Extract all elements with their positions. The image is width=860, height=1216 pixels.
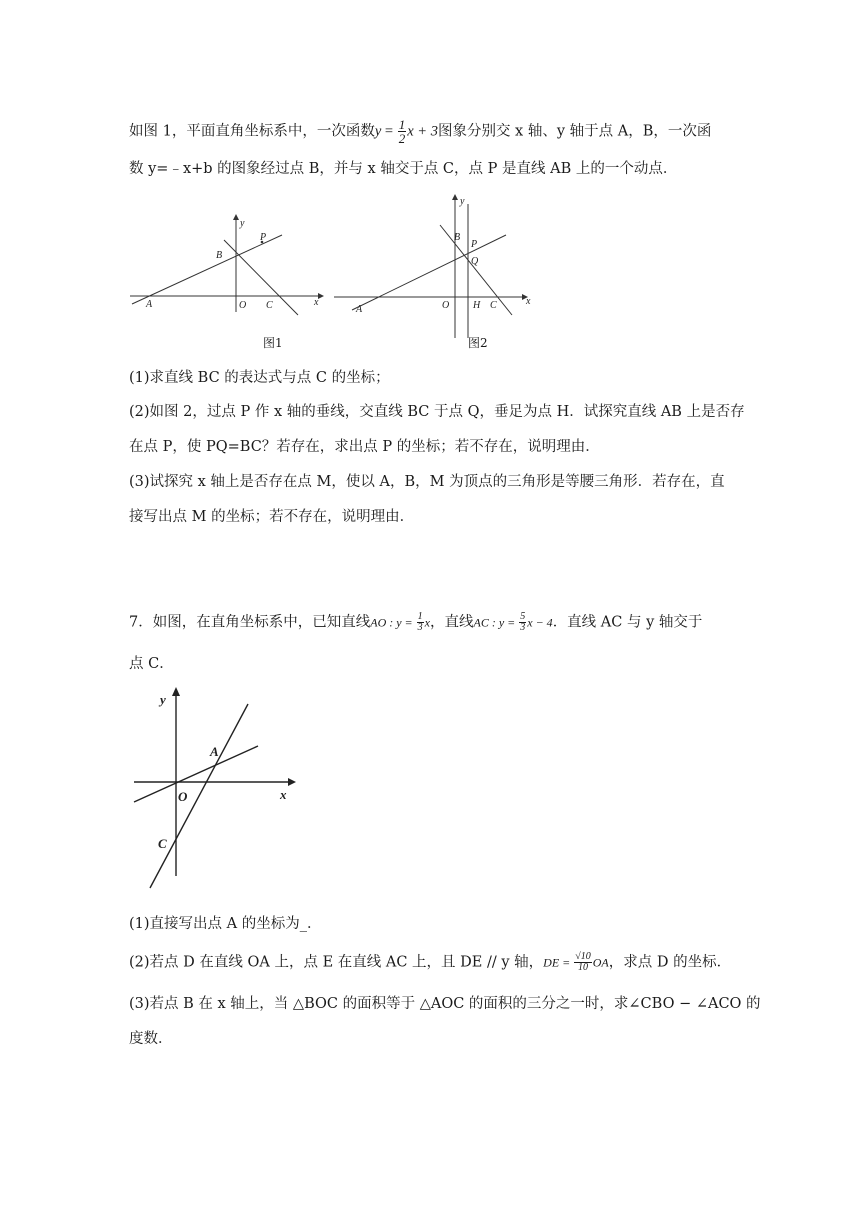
fig1-label-p: P xyxy=(260,232,267,243)
p7-intro-line1 xyxy=(129,612,702,633)
p7-question-1: (1)直接写出点 A 的坐标为_． xyxy=(129,916,322,932)
p7-intro-text-c: ．直线 AC 与 y 轴交于 xyxy=(552,614,703,631)
fig3-label-o: O xyxy=(178,789,188,804)
p7-ao-x: x xyxy=(424,615,430,630)
fig2-label-h: H xyxy=(473,300,481,311)
fig3-x-arrow xyxy=(288,778,296,786)
p7-de-num: √10 xyxy=(575,951,591,962)
p7-ao-fraction xyxy=(417,612,424,633)
p7-question-2-text-b: ，求点 D 的坐标． xyxy=(608,954,732,971)
p7-ao-label: AO : y = xyxy=(370,615,416,630)
fig2-caption: 图2 xyxy=(468,336,488,350)
p6-figure-1 xyxy=(126,212,326,322)
fig2-y-arrow xyxy=(452,194,458,200)
p6-eq-fraction xyxy=(398,118,407,145)
p7-intro-text-b: ，直线 xyxy=(429,614,474,631)
p7-de-fraction xyxy=(574,952,592,973)
p7-ac-label: AC : y = xyxy=(473,615,519,630)
fig1-label-a: A xyxy=(146,299,153,310)
p6-question-1: (1)求直线 BC 的表达式与点 C 的坐标； xyxy=(129,370,390,386)
fig1-caption: 图1 xyxy=(263,336,283,350)
fig2-line-ab xyxy=(352,235,506,310)
p7-ac-rest: x − 4 xyxy=(527,615,553,630)
p6-intro-line2: 数 y=﹣x+b 的图象经过点 B，并与 x 轴交于点 C，点 P 是直线 AB 上的一个动点． xyxy=(129,161,678,177)
fig2-label-a: A xyxy=(356,304,363,315)
fig1-label-c: C xyxy=(266,300,273,311)
p6-intro-line1 xyxy=(129,118,711,145)
fig1-label-o: O xyxy=(239,300,247,311)
p7-intro-text-a: 7．如图，在直角坐标系中，已知直线 xyxy=(129,614,371,631)
p6-eq-rest: x + 3 xyxy=(407,123,438,140)
fig3-label-c: C xyxy=(158,836,167,851)
p6-frac-num: 1 xyxy=(398,117,406,132)
fig3-y-arrow xyxy=(172,687,180,696)
p6-question-3-line2: 接写出点 M 的坐标；若不存在，说明理由． xyxy=(129,509,415,525)
p7-figure xyxy=(130,686,300,891)
p7-intro-line2: 点 C． xyxy=(129,656,174,672)
fig1-label-y: y xyxy=(240,218,245,229)
p6-frac-den: 2 xyxy=(398,131,406,146)
fig2-label-x: x xyxy=(526,296,531,307)
fig2-label-c: C xyxy=(490,300,497,311)
p7-ao-den: 3 xyxy=(417,622,423,633)
fig2-label-y: y xyxy=(460,196,465,207)
p7-de-label: DE = xyxy=(543,955,574,970)
p6-question-2-line1: (2)如图 2，过点 P 作 x 轴的垂线，交直线 BC 于点 Q，垂足为点 H．试探究直线 AB 上是否存 xyxy=(129,404,745,420)
p6-question-2-line2: 在点 P，使 PQ=BC？若存在，求出点 P 的坐标；若不存在，说明理由． xyxy=(129,439,600,455)
fig1-line-ab xyxy=(132,235,282,304)
fig1-label-b: B xyxy=(216,250,223,261)
fig3-label-a: A xyxy=(210,744,219,759)
fig3-label-x: x xyxy=(280,787,287,802)
p7-ac-fraction xyxy=(519,612,526,633)
p7-de-den: 10 xyxy=(578,962,588,973)
p7-ao-num: 1 xyxy=(417,611,423,622)
fig1-label-x: x xyxy=(314,297,319,308)
p7-ac-den: 3 xyxy=(520,622,526,633)
p6-figure-2 xyxy=(330,190,540,340)
fig2-label-b: B xyxy=(454,232,461,243)
p6-eq-y: y xyxy=(374,123,382,140)
p7-question-3-line2: 度数． xyxy=(129,1031,173,1047)
fig3-line-ac xyxy=(150,704,248,888)
p6-question-3-line1: (3)试探究 x 轴上是否存在点 M，使以 A，B，M 为顶点的三角形是等腰三角形．若存在，直 xyxy=(129,474,725,490)
p6-intro-text-a: 如图 1，平面直角坐标系中，一次函数 xyxy=(129,123,375,140)
p7-de-rest: OA xyxy=(592,955,609,970)
fig2-label-p: P xyxy=(471,239,478,250)
p6-intro-text-b: 图象分别交 x 轴、y 轴于点 A，B，一次函 xyxy=(437,123,712,140)
p7-ac-num: 5 xyxy=(520,611,526,622)
fig3-label-y: y xyxy=(160,692,166,707)
fig1-line-bc xyxy=(224,240,298,315)
p6-eq-equals: = xyxy=(381,123,397,140)
p7-question-3-line1: (3)若点 B 在 x 轴上，当 △BOC 的面积等于 △AOC 的面积的三分之一时，求∠CBO − ∠ACO 的 xyxy=(129,996,761,1012)
fig2-label-q: Q xyxy=(471,256,479,267)
fig1-x-arrow xyxy=(318,293,324,299)
p7-question-2 xyxy=(129,952,731,973)
p7-question-2-text-a: (2)若点 D 在直线 OA 上，点 E 在直线 AC 上，且 DE // y 轴， xyxy=(129,954,544,971)
fig1-y-arrow xyxy=(233,214,239,220)
fig2-label-o: O xyxy=(442,300,450,311)
fig3-line-ao xyxy=(134,746,258,802)
